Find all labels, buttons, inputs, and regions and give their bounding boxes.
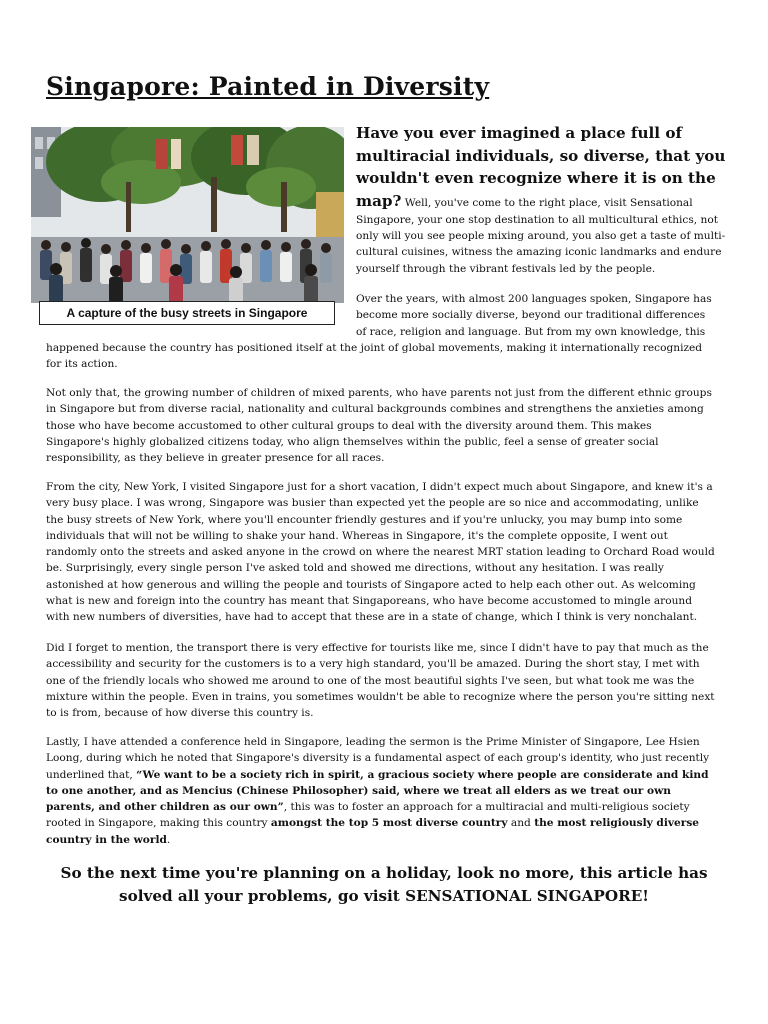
street-photo [31,127,344,303]
paragraph-transport: Did I forget to mention, the transport there is very effective for tourists like me, since I didn't have to pay that much as the accessibility and security for the customers is to a very high standard, you'll be amazed. During the short stay, I met with one of the friendly locals who showed me around to one of the most beautiful sights I've seen, but what took me was the mixture within the people. Even in trains, you sometimes wouldn't be able to recognize where the person you're sitting next to is from, because of how diverse this country is. [46,642,715,720]
intro-lead-body: Well, you've come to the right place, visit Sensational Singapore, your one stop destination to all multicultural ethics, not only will you see people mixing around, you also get a taste of multi-cultural cuisines, witness the amazing iconic landmarks and endure yourself through the vibrant festivals led by the people. [356,196,726,275]
religious-diversity-highlight: the most religiously diverse country in the world [46,817,700,846]
paragraph-mixed-parents: Not only that, the growing number of children of mixed parents, who have parents not just from the different ethnic groups in Singapore but from diverse racial, nationality and cultural backgrounds combines and strengthens the anxieties among those who have become accustomed to other cultural groups to deal with the diversity around them. This makes Singapore's highly globalized citizens today, who align themselves within the public, feel a sense of greater social responsibility, as they believe in greater presence for all races. [46,387,712,465]
prime-minister-quote: “We want to be a society rich in spirit, a gracious society where people are considerate and kind to one another, and as Mencius (Chinese Philosopher) said, where we treat all elders as we treat our own parents, and other children as our own” [46,768,709,814]
intro-paragraph [356,122,728,277]
photo-caption: A capture of the busy streets in Singapore [39,301,335,325]
float-spacer [46,291,356,331]
intro-lead-question: Have you ever imagined a place full of multiracial individuals, so diverse, that you wouldn't even recognize where it is on the map? [356,124,726,210]
busy-street-illustration [31,127,344,303]
conference-text-d: . [166,833,171,846]
paragraph-languages [46,291,718,372]
paragraph-new-york-visit: From the city, New York, I visited Singapore just for a short vacation, I didn't expect much about Singapore, and knew it's a very busy place. I was wrong, Singapore was busier than expected yet the people are so nice and accommodating, unlike the busy streets of New York, where you'll encounter friendly gestures and if you're unlucky, you may bump into some individuals that will not be willing to shake your hand. Whereas in Singapore, it's the complete opposite, I went out randomly onto the streets and asked anyone in the crowd on where the nearest MRT station leading to Orchard Road would be. Surprisingly, every single person I've asked told and showed me directions, without any hesitation. I was really astonished at how generous and willing the people and tourists of Singapore acted to help each other out. As welcoming what is new and foreign into the country has meant that Singaporeans, who have become accustomed to mingle around with new numbers of diversities, have had to accept that these are in a state of change, which I think is very nonchalant. [46,481,715,624]
diverse-country-highlight: amongst the top 5 most diverse country [270,817,508,830]
conference-text-a: Lastly, I have attended a conference held in Singapore, leading the sermon is the Prime Minister of Singapore, Lee Hsien Loong, during which he noted that Singapore's diversity is a fundamental aspect of each group's identity, who just recently underlined that, [46,736,710,781]
closing-call-to-action: So the next time you're planning on a holiday, look no more, this article has solved all your problems, go visit SENSATIONAL SINGAPORE! [60,864,708,905]
paragraph-languages-text: Over the years, with almost 200 languages spoken, Singapore has become more socially diverse, beyond our traditional differences of race, religion and language. But from my own knowledge, this happened because the country has positioned itself at the joint of global movements, making it internationally recognized for its action. [46,293,712,371]
paragraph-conference [46,734,718,848]
conference-text-c: and [507,817,535,830]
article-title: Singapore: Painted in Diversity [46,72,490,101]
conference-text-b: , this was to foster an approach for a multiracial and multi-religious society rooted in Singapore, making this country [46,801,690,830]
